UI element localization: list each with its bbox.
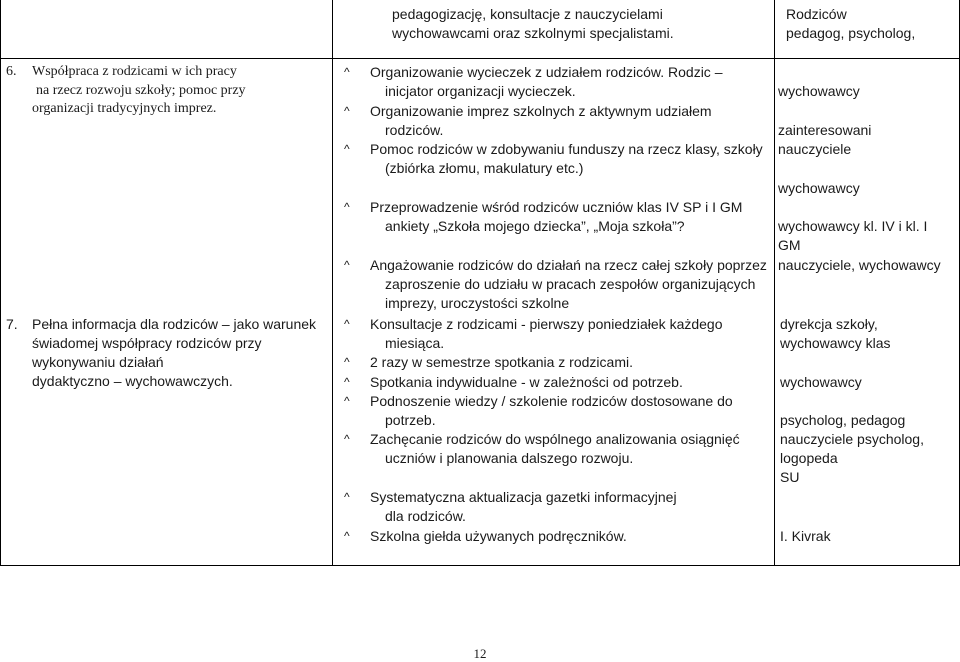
top-right-line-1: Rodziców	[786, 6, 847, 22]
row-7-bullet-4-line-1: Podnoszenie wiedzy / szkolenie rodziców dostosowane do	[370, 393, 733, 409]
caret-up-icon: ^	[344, 258, 350, 272]
caret-up-icon: ^	[344, 432, 350, 446]
row-6-right-line-9: GM	[778, 237, 801, 253]
page-number: 12	[473, 646, 487, 661]
row-6-bullet-1-line-1: Organizowanie wycieczek z udziałem rodziców. Rodzic –	[370, 64, 723, 80]
row-6-right-line-4: nauczyciele	[778, 141, 852, 157]
caret-up-icon: ^	[344, 375, 350, 389]
row-7-right-line-12: I. Kivrak	[780, 528, 831, 544]
row-7-bullet-7-line-1: Szkolna giełda używanych podręczników.	[370, 528, 627, 544]
row-7-bullet-6-line-1: Systematyczna aktualizacja gazetki informacyjnej	[370, 489, 677, 505]
row-7-right-line-4: wychowawcy	[780, 374, 862, 390]
col-divider-2	[332, 0, 333, 566]
row-6-bullet-2-line-1: Organizowanie imprez szkolnych z aktywnym udziałem	[370, 103, 712, 119]
top-middle-line-1: pedagogizację, konsultacje z nauczycielami	[392, 6, 663, 22]
caret-up-icon: ^	[344, 529, 350, 543]
row-7-right-line-8: logopeda	[780, 450, 838, 466]
row-7-bullet-3-line-1: Spotkania indywidualne - w zależności od potrzeb.	[370, 374, 683, 390]
row-6-left-line-3: organizacji tradycyjnych imprez.	[32, 101, 217, 116]
row-7-left-line-2: świadomej współpracy rodziców przy	[32, 335, 262, 351]
top-right-line-2: pedagog, psycholog,	[786, 25, 916, 41]
row-7-right-line-9: SU	[780, 469, 800, 485]
row-6-bullet-2-line-2: rodziców.	[385, 122, 444, 138]
row-6-bullet-4-line-2: ankiety „Szkoła mojego dziecka”, „Moja szkoła”?	[385, 218, 685, 234]
row-6-bullet-5-line-1: Angażowanie rodziców do działań na rzecz całej szkoły poprzez	[370, 257, 767, 273]
row-6-bullet-3-line-1: Pomoc rodziców w zdobywaniu funduszy na rzecz klasy, szkoły	[370, 141, 763, 157]
row-7-right-line-2: wychowawcy klas	[780, 335, 891, 351]
caret-up-icon: ^	[344, 490, 350, 504]
table-bottom-border	[0, 565, 960, 566]
row-7-number: 7.	[6, 316, 18, 332]
row-7-bullet-5-line-2: uczniów i planowania dalszego rozwoju.	[385, 450, 634, 466]
row-6-bullet-3-line-2: (zbiórka złomu, makulatury etc.)	[385, 160, 584, 176]
caret-up-icon: ^	[344, 65, 350, 79]
row-7-left-line-4: dydaktyczno – wychowawczych.	[32, 373, 233, 389]
row-6-left-line-2: na rzecz rozwoju szkoły; pomoc przy	[36, 83, 246, 98]
caret-up-icon: ^	[344, 104, 350, 118]
caret-up-icon: ^	[344, 142, 350, 156]
row-6-left-line-1: Współpraca z rodzicami w ich pracy	[32, 64, 237, 79]
col-divider-1	[0, 0, 1, 566]
row-7-right-line-1: dyrekcja szkoły,	[780, 316, 878, 332]
top-middle-line-2: wychowawcami oraz szkolnymi specjalistami.	[392, 25, 674, 41]
row-7-bullet-6-line-2: dla rodziców.	[385, 508, 466, 524]
row-6-right-line-10: nauczyciele, wychowawcy	[778, 257, 941, 273]
row-6-right-line-1: wychowawcy	[778, 83, 860, 99]
col-divider-3	[774, 0, 775, 566]
table-top-row-bottom-border	[0, 58, 960, 59]
caret-up-icon: ^	[344, 200, 350, 214]
row-7-left-line-1: Pełna informacja dla rodziców – jako warunek	[32, 316, 317, 332]
row-7-bullet-5-line-1: Zachęcanie rodziców do wspólnego analizowania osiągnięć	[370, 431, 740, 447]
row-6-right-line-3: zainteresowani	[778, 122, 872, 138]
row-7-bullet-1-line-2: miesiąca.	[385, 335, 445, 351]
row-7-bullet-1-line-1: Konsultacje z rodzicami - pierwszy poniedziałek każdego	[370, 316, 723, 332]
row-6-right-line-8: wychowawcy kl. IV i kl. I	[778, 218, 928, 234]
row-6-bullet-5-line-2: zaproszenie do udziału w pracach zespołów organizujących	[385, 276, 756, 292]
row-7-right-line-7: nauczyciele psycholog,	[780, 431, 924, 447]
row-6-right-line-6: wychowawcy	[778, 180, 860, 196]
row-7-left-line-3: wykonywaniu działań	[32, 354, 164, 370]
row-7-bullet-4-line-2: potrzeb.	[385, 412, 436, 428]
row-6-bullet-1-line-2: inicjator organizacji wycieczek.	[385, 83, 576, 99]
caret-up-icon: ^	[344, 317, 350, 331]
row-6-bullet-4-line-1: Przeprowadzenie wśród rodziców uczniów klas IV SP i I GM	[370, 199, 743, 215]
row-7-right-line-6: psycholog, pedagog	[780, 412, 906, 428]
caret-up-icon: ^	[344, 355, 350, 369]
row-6-bullet-5-line-3: imprezy, uroczystości szkolne	[385, 295, 570, 311]
row-6-number: 6.	[6, 64, 17, 79]
row-7-bullet-2-line-1: 2 razy w semestrze spotkania z rodzicami.	[370, 354, 633, 370]
caret-up-icon: ^	[344, 394, 350, 408]
